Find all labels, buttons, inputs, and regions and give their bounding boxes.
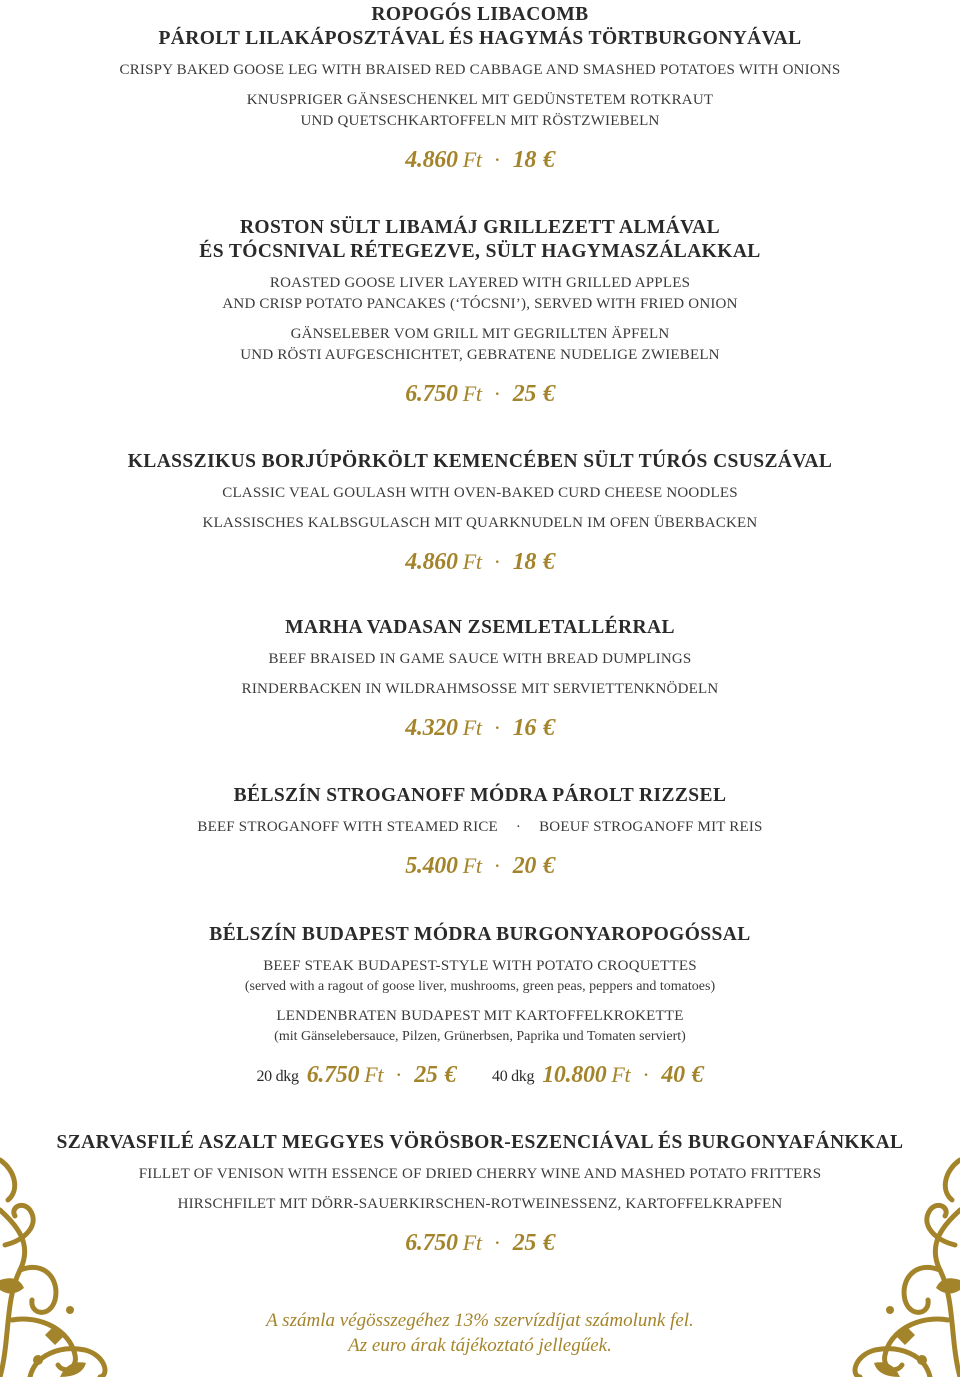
- dish-1: [0, 3, 960, 175]
- dish-desc-en: BEEF BRAISED IN GAME SAUCE WITH BREAD DUMPLINGS: [268, 651, 692, 667]
- price-eur: 25: [512, 1230, 537, 1256]
- dish-title: ROPOGÓS LIBACOMB: [371, 4, 589, 25]
- dish-3: [0, 450, 960, 577]
- price-huf: 6.750: [306, 1062, 360, 1088]
- dish-title: BÉLSZÍN STROGANOFF MÓDRA PÁROLT RIZZSEL: [233, 785, 727, 806]
- price-currency: Ft: [611, 1062, 631, 1087]
- dish-price: [0, 1060, 960, 1092]
- price-eur: 25: [414, 1062, 438, 1088]
- price-eur: 18: [512, 549, 537, 575]
- euro-sign: €: [444, 1062, 457, 1088]
- price-currency: Ft: [462, 549, 482, 574]
- dish-5: [0, 784, 960, 881]
- dish-price: [0, 145, 960, 175]
- dish-desc-de: KLASSISCHES KALBSGULASCH MIT QUARKNUDELN IM OFEN ÜBERBACKEN: [202, 515, 758, 531]
- price-separator: ·: [395, 1062, 403, 1087]
- price-huf: 6.750: [405, 381, 458, 407]
- price-separator: ·: [493, 147, 501, 172]
- service-charge-note: [0, 1308, 960, 1358]
- dish-4: [0, 616, 960, 743]
- price-separator: ·: [493, 549, 501, 574]
- price-eur: 20: [512, 853, 537, 879]
- price-currency: Ft: [462, 853, 482, 878]
- price-currency: Ft: [462, 147, 482, 172]
- dish-7: [0, 1131, 960, 1258]
- portion-weight: 20 dkg: [256, 1068, 299, 1085]
- dish-note-de: (mit Gänselebersauce, Pilzen, Grünerbsen, Paprika und Tomaten serviert): [274, 1029, 686, 1044]
- dish-desc-en: AND CRISP POTATO PANCAKES (‘TÓCSNI’), SERVED WITH FRIED ONION: [222, 296, 738, 312]
- dish-price: [0, 851, 960, 881]
- price-currency: Ft: [462, 1230, 482, 1255]
- price-separator: ·: [493, 715, 501, 740]
- footer-line: Az euro árak tájékoztató jellegűek.: [348, 1335, 612, 1356]
- footer-line: A számla végösszegéhez 13% szervízdíjat számolunk fel.: [266, 1310, 694, 1331]
- dish-title: ROSTON SÜLT LIBAMÁJ GRILLEZETT ALMÁVAL: [239, 217, 721, 238]
- flourish-right-ornament: [840, 1150, 960, 1377]
- dish-2: [0, 216, 960, 409]
- flourish-left-ornament: [0, 1150, 120, 1377]
- euro-sign: €: [543, 549, 555, 575]
- dish-desc-de: HIRSCHFILET MIT DÖRR-SAUERKIRSCHEN-ROTWEINESSENZ, KARTOFFELKRAPFEN: [177, 1196, 783, 1212]
- price-separator: ·: [493, 1230, 501, 1255]
- dish-title: PÁROLT LILAKÁPOSZTÁVAL ÉS HAGYMÁS TÖRTBURGONYÁVAL: [158, 28, 802, 49]
- price-option-small: [256, 1060, 456, 1092]
- euro-sign: €: [543, 147, 555, 173]
- desc-separator: ·: [515, 819, 522, 835]
- dish-desc-de: RINDERBACKEN IN WILDRAHMSOSSE MIT SERVIETTENKNÖDELN: [241, 681, 719, 697]
- price-option-large: [492, 1060, 704, 1092]
- price-huf: 4.860: [405, 549, 458, 575]
- dish-title: MARHA VADASAN ZSEMLETALLÉRRAL: [285, 617, 675, 638]
- dish-desc-en: BEEF STEAK BUDAPEST-STYLE WITH POTATO CROQUETTES: [263, 958, 697, 974]
- price-huf: 4.860: [405, 147, 458, 173]
- euro-sign: €: [691, 1062, 704, 1088]
- dish-desc-de: LENDENBRATEN BUDAPEST MIT KARTOFFELKROKETTE: [276, 1008, 684, 1024]
- price-eur: 16: [512, 715, 537, 741]
- portion-weight: 40 dkg: [492, 1068, 535, 1085]
- price-huf: 6.750: [405, 1230, 458, 1256]
- dish-price: [0, 379, 960, 409]
- dish-price: [0, 713, 960, 743]
- dish-desc-de: UND QUETSCHKARTOFFELN MIT RÖSTZWIEBELN: [300, 113, 660, 129]
- dish-desc-en: BEEF STROGANOFF WITH STEAMED RICE: [197, 819, 498, 835]
- dish-desc-en: CRISPY BAKED GOOSE LEG WITH BRAISED RED CABBAGE AND SMASHED POTATOES WITH ONIONS: [119, 62, 841, 78]
- dish-desc-de: UND RÖSTI AUFGESCHICHTET, GEBRATENE NUDELIGE ZWIEBELN: [240, 347, 720, 363]
- price-eur: 25: [512, 381, 537, 407]
- dish-desc-en: ROASTED GOOSE LIVER LAYERED WITH GRILLED APPLES: [269, 275, 691, 291]
- price-huf: 10.800: [542, 1062, 607, 1088]
- euro-sign: €: [543, 381, 555, 407]
- price-currency: Ft: [462, 381, 482, 406]
- euro-sign: €: [543, 853, 555, 879]
- dish-price: [0, 547, 960, 577]
- dish-title: BÉLSZÍN BUDAPEST MÓDRA BURGONYAROPOGÓSSAL: [209, 924, 751, 945]
- dish-desc-inline: [0, 817, 960, 838]
- dish-desc-en: FILLET OF VENISON WITH ESSENCE OF DRIED CHERRY WINE AND MASHED POTATO FRITTERS: [138, 1166, 822, 1182]
- euro-sign: €: [543, 1230, 555, 1256]
- price-currency: Ft: [364, 1062, 384, 1087]
- euro-sign: €: [543, 715, 555, 741]
- price-eur: 40: [661, 1062, 685, 1088]
- dish-desc-de: KNUSPRIGER GÄNSESCHENKEL MIT GEDÜNSTETEM ROTKRAUT: [246, 92, 714, 108]
- dish-6: [0, 923, 960, 1092]
- price-huf: 5.400: [405, 853, 458, 879]
- price-huf: 4.320: [405, 715, 458, 741]
- dish-note-en: (served with a ragout of goose liver, mushrooms, green peas, peppers and tomatoes): [244, 979, 716, 994]
- price-separator: ·: [493, 381, 501, 406]
- dish-price: [0, 1228, 960, 1258]
- dish-title: ÉS TÓCSNIVAL RÉTEGEZVE, SÜLT HAGYMASZÁLAKKAL: [199, 241, 761, 262]
- dish-title: SZARVASFILÉ ASZALT MEGGYES VÖRÖSBOR-ESZENCIÁVAL ÉS BURGONYAFÁNKKAL: [56, 1132, 904, 1153]
- dish-desc-fr: BOEUF STROGANOFF MIT REIS: [539, 819, 763, 835]
- price-separator: ·: [642, 1062, 650, 1087]
- price-separator: ·: [493, 853, 501, 878]
- dish-title: KLASSZIKUS BORJÚPÖRKÖLT KEMENCÉBEN SÜLT TÚRÓS CSUSZÁVAL: [127, 451, 833, 472]
- dish-desc-de: GÄNSELEBER VOM GRILL MIT GEGRILLTEN ÄPFELN: [290, 326, 670, 342]
- price-eur: 18: [512, 147, 537, 173]
- dish-desc-en: CLASSIC VEAL GOULASH WITH OVEN-BAKED CURD CHEESE NOODLES: [222, 485, 738, 501]
- price-currency: Ft: [462, 715, 482, 740]
